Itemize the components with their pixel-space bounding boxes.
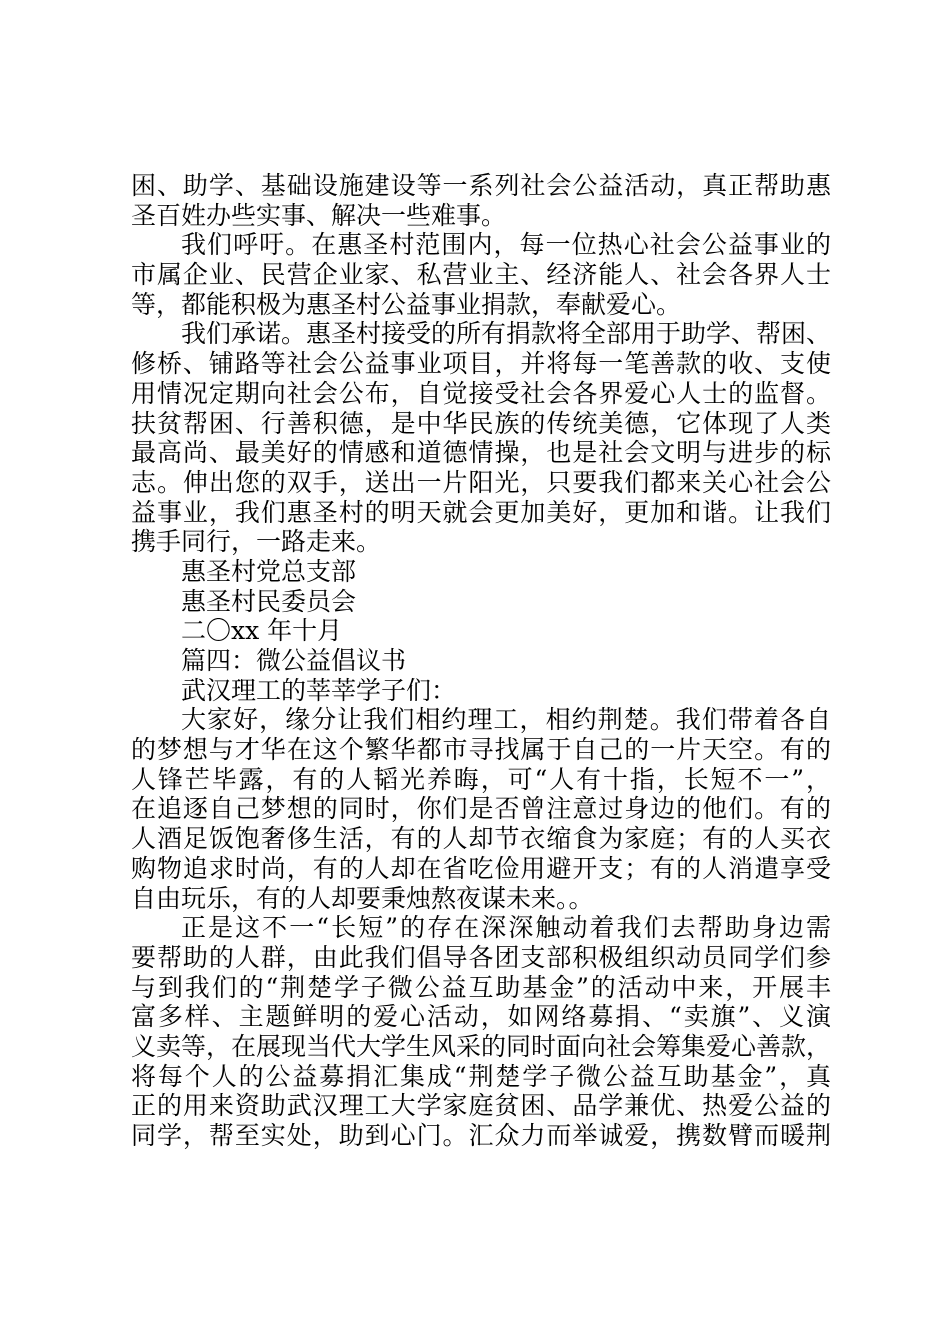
text-line: 义卖等，在展现当代大学生风采的同时面向社会筹集爱心善款， [131, 1031, 832, 1061]
text-line: 将每个人的公益募捐汇集成“荆楚学子微公益互助基金”，真 [131, 1061, 831, 1091]
text-line: 自由玩乐，有的人却要秉烛熬夜谋未来。。 [131, 883, 594, 913]
text-line: 惠圣村党总支部 [181, 556, 357, 586]
text-line: 正是这不一“长短”的存在深深触动着我们去帮助身边需 [181, 913, 831, 943]
text-line: 市属企业、民营企业家、私营业主、经济能人、社会各界人士 [131, 260, 831, 290]
text-line: 正的用来资助武汉理工大学家庭贫困、品学兼优、热爱公益的 [131, 1091, 831, 1121]
text-line: 惠圣村民委员会 [181, 586, 357, 616]
text-line: 圣百姓办些实事、解决一些难事。 [131, 200, 507, 230]
text-line: 用情况定期向社会公布，自觉接受社会各界爱心人士的监督。 [131, 378, 831, 408]
text-line: 人酒足饭饱奢侈生活，有的人却节衣缩食为家庭；有的人买衣 [131, 824, 831, 854]
text-line: 益事业，我们惠圣村的明天就会更加美好，更加和谐。让我们 [131, 497, 831, 527]
text-line: 二〇xx 年十月 [181, 616, 343, 646]
text-line: 修桥、铺路等社会公益事业项目，并将每一笔善款的收、支使 [131, 349, 831, 379]
text-line: 要帮助的人群，由此我们倡导各团支部积极组织动员同学们参 [131, 942, 831, 972]
text-line: 志。伸出您的双手，送出一片阳光，只要我们都来关心社会公 [131, 467, 831, 497]
document-body [131, 171, 831, 1151]
text-line: 困、助学、基础设施建设等一系列社会公益活动，真正帮助惠 [131, 171, 831, 200]
text-line: 我们承诺。惠圣村接受的所有捐款将全部用于助学、帮困、 [181, 319, 832, 349]
text-line: 篇四：微公益倡议书 [181, 646, 407, 675]
text-line: 最高尚、最美好的情感和道德情操，也是社会文明与进步的标 [131, 438, 831, 468]
text-line: 我们呼吁。在惠圣村范围内，每一位热心社会公益事业的 [181, 230, 831, 260]
text-line: 购物追求时尚，有的人却在省吃俭用避开支；有的人消遣享受 [131, 853, 831, 883]
text-line: 的梦想与才华在这个繁华都市寻找属于自己的一片天空。有的 [131, 735, 831, 765]
text-line: 武汉理工的莘莘学子们： [181, 675, 457, 705]
text-line: 扶贫帮困、行善积德，是中华民族的传统美德，它体现了人类 [131, 408, 831, 438]
text-line: 同学，帮至实处，助到心门。汇众力而举诚爱，携数臂而暖荆 [131, 1121, 831, 1150]
text-line: 人锋芒毕露，有的人韬光养晦，可“人有十指，长短不一”， [131, 764, 831, 794]
text-line: 携手同行，一路走来。 [131, 527, 382, 557]
text-line: 等，都能积极为惠圣村公益事业捐款，奉献爱心。 [131, 289, 682, 319]
text-line: 与到我们的“荆楚学子微公益互助基金”的活动中来，开展丰 [131, 972, 831, 1002]
text-line: 富多样、主题鲜明的爱心活动，如网络募捐、“卖旗”、义演 [131, 1002, 831, 1032]
text-line: 在追逐自己梦想的同时，你们是否曾注意过身边的他们。有的 [131, 794, 831, 824]
text-line: 大家好，缘分让我们相约理工，相约荆楚。我们带着各自 [181, 705, 831, 735]
